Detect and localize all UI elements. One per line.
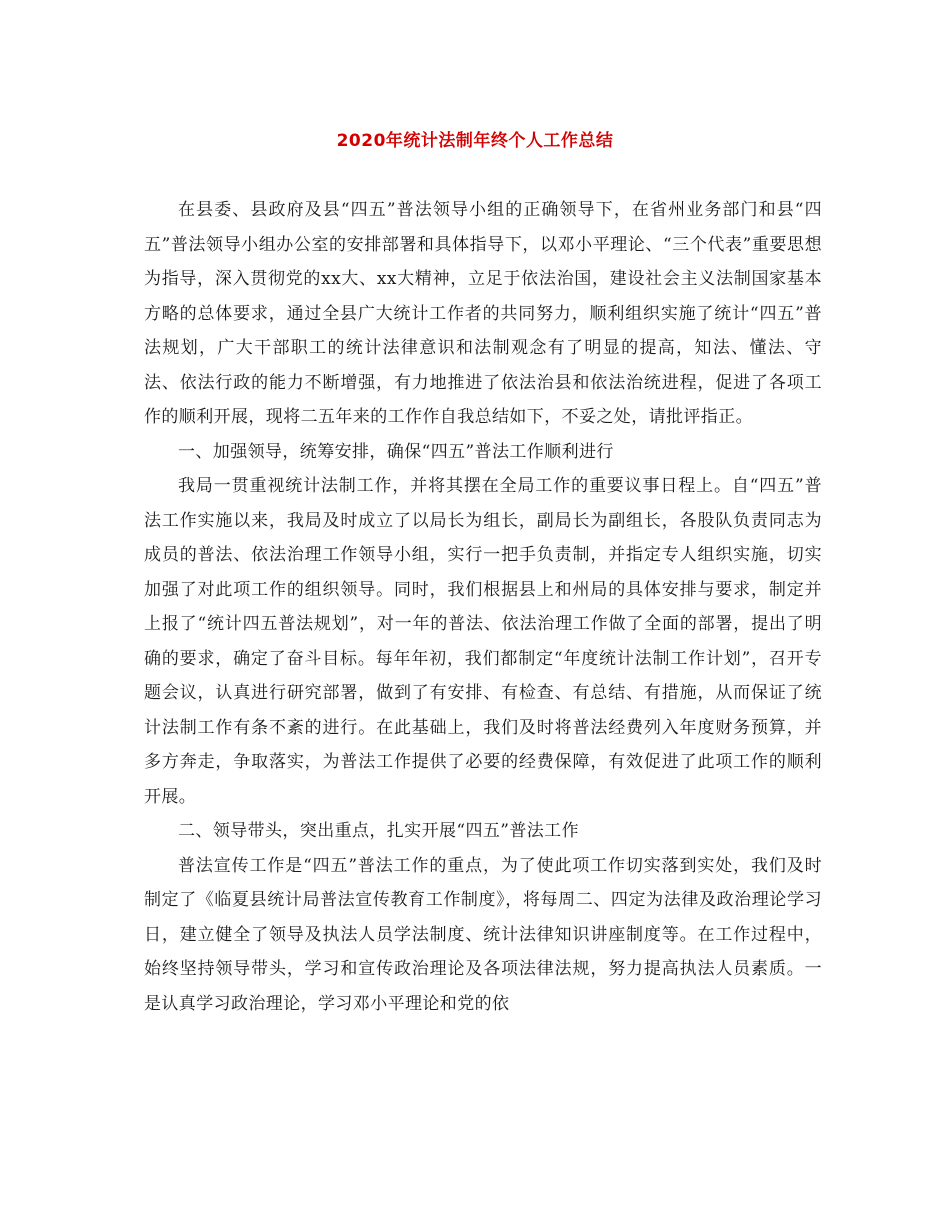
- paragraph: 我局一贯重视统计法制工作，并将其摆在全局工作的重要议事日程上。自“四五”普法工作实施以来，我局及时成立了以局长为组长，副局长为副组长，各股队负责同志为成员的普法、依法治理工作领导小组，实行一把手负责制，并指定专人组织实施，切实加强了对此项工作的组织领导。同时，我们根据县上和州局的具体安排与要求，制定并上报了“统计四五普法规划”，对一年的普法、依法治理工作做了全面的部署，提出了明确的要求，确定了奋斗目标。每年年初，我们都制定“年度统计法制工作计划”，召开专题会议，认真进行研究部署，做到了有安排、有检查、有总结、有措施，从而保证了统计法制工作有条不紊的进行。在此基础上，我们及时将普法经费列入年度财务预算，并多方奔走，争取落实，为普法工作提供了必要的经费保障，有效促进了此项工作的顺利开展。: [144, 476, 822, 807]
- document-body: [144, 193, 822, 1021]
- section-heading: 二、领导带头，突出重点，扎实开展“四五”普法工作: [178, 821, 579, 841]
- section-heading: 一、加强领导，统筹安排，确保“四五”普法工作顺利进行: [178, 441, 614, 462]
- document-title: 2020年统计法制年终个人工作总结: [336, 131, 614, 151]
- paragraph: 在县委、县政府及县“四五”普法领导小组的正确领导下，在省州业务部门和县“四五”普法领导小组办公室的安排部署和具体指导下，以邓小平理论、“三个代表”重要思想为指导，深入贯彻党的xx大、xx大精神，立足于依法治国，建设社会主义法制国家基本方略的总体要求，通过全县广大统计工作者的共同努力，顺利组织实施了统计“四五”普法规划，广大干部职工的统计法律意识和法制观念有了明显的提高，知法、懂法、守法、依法行政的能力不断增强，有力地推进了依法治县和依法治统进程，促进了各项工作的顺利开展，现将二五年来的工作作自我总结如下，不妥之处，请批评指正。: [144, 200, 822, 427]
- paragraph: 普法宣传工作是“四五”普法工作的重点，为了使此项工作切实落到实处，我们及时制定了《临夏县统计局普法宣传教育工作制度》，将每周二、四定为法律及政治理论学习日，建立健全了领导及执法人员学法制度、统计法律知识讲座制度等。在工作过程中，始终坚持领导带头，学习和宣传政治理论及各项法律法规，努力提高执法人员素质。一是认真学习政治理论，学习邓小平理论和党的依: [144, 855, 822, 1014]
